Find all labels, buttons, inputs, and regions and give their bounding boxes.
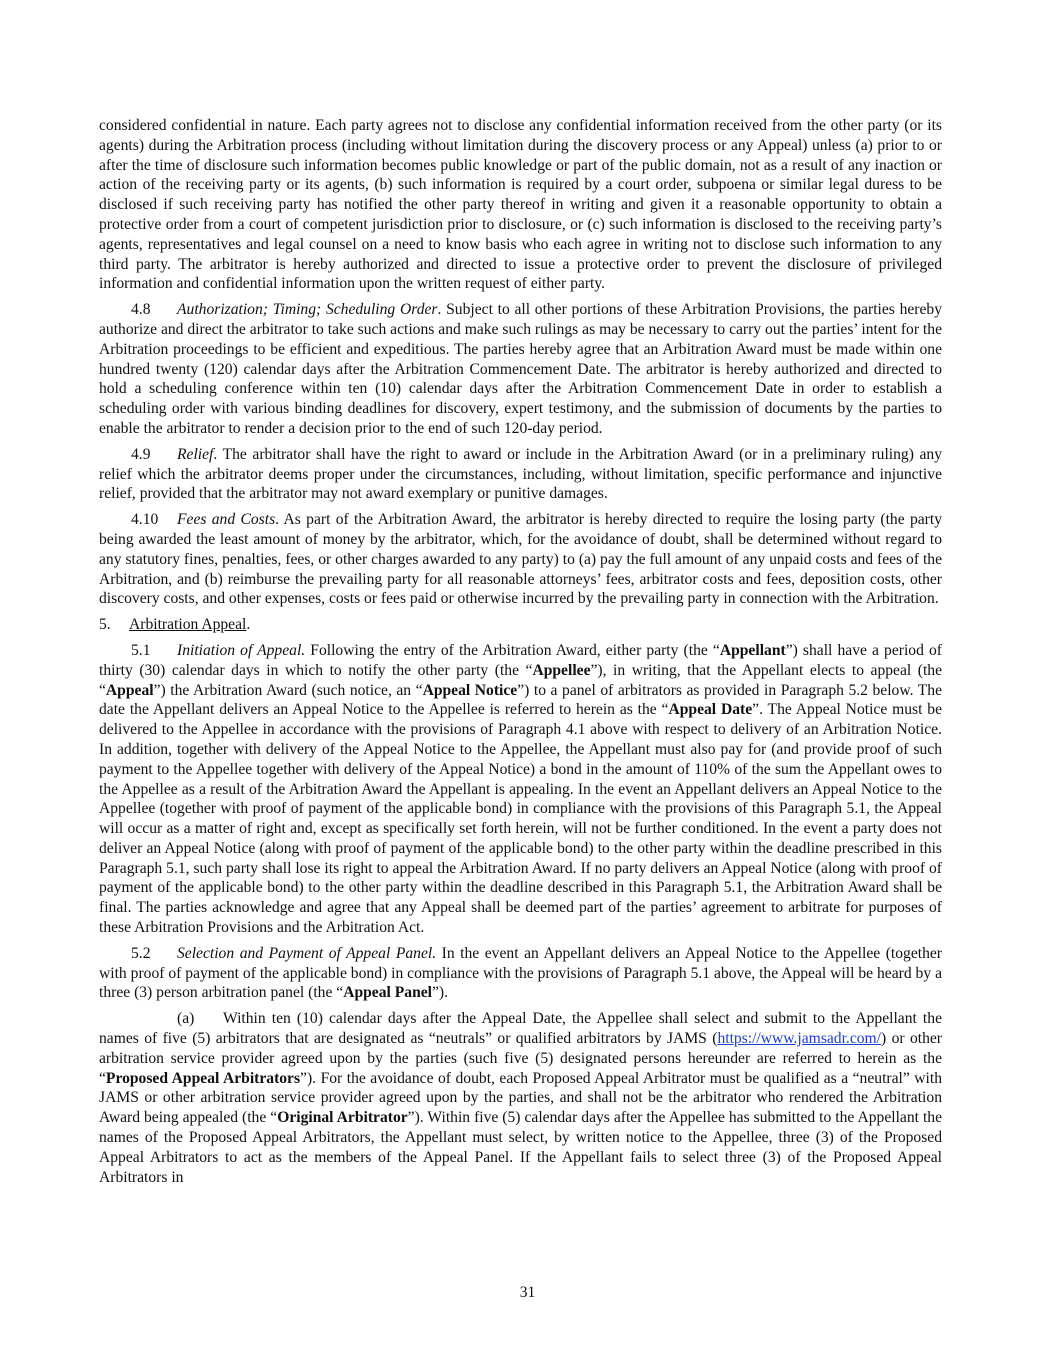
text-run: ”) the Arbitration Award (such notice, an “ [153, 681, 423, 699]
section-heading: Relief [177, 445, 214, 463]
text-run: ”) shall have a period of thirty (30) calendar days in which to notify the other party (the “ [99, 641, 942, 679]
text-run: Within ten (10) calendar days after the Appeal Date, the Appellee shall select and submit to the Appellant the names of five (5) arbitrators that are designated as “neutrals” or qualified arbitrators by JAMS ( [99, 1010, 942, 1048]
text-run: ”). [432, 984, 449, 1002]
document-body [99, 116, 942, 1193]
text-run: ) or other arbitration service provider agreed upon by the parties (such five (5) designated persons hereunder are referred to herein as the “ [99, 1030, 942, 1087]
section-number: 5. [99, 616, 111, 634]
section-5-heading [99, 615, 942, 635]
text-run: ”). For the avoidance of doubt, each Proposed Appeal Arbitrator must be qualified as a “neutral” with JAMS or other arbitration service provider agreed upon by the parties, and shall not be the arbitrator who rendered the Arbitration Award being appealed (the “ [99, 1069, 942, 1127]
text-run: Following the entry of the Arbitration Award, either party (the “ [305, 641, 720, 659]
section-number: 4.8 [131, 301, 151, 319]
section-number: 4.9 [131, 445, 151, 463]
defined-term-appeal-panel: Appeal Panel [343, 984, 433, 1002]
defined-term-appellant: Appellant [719, 641, 786, 659]
section-heading: Fees and Costs [177, 511, 276, 529]
text-run: ”. The Appeal Notice must be delivered to the Appellee in accordance with the provisions of Paragraph 4.1 above with respect to delivery of an Arbitration Notice. In addition, together with delivery of the Appeal Notice to the Appellee, the Appellant must also pay for (and provide proof of such payment to the Appellee together with delivery of the Appeal Notice) a bond in the amount of 110% of the sum the Appellant owes to the Appellee as a result of the Arbitration Award the Appellant is appealing. In the event an Appellant delivers an Appeal Notice to the Appellee (together with proof of payment of the applicable bond) in compliance with the provisions of this Paragraph 5.1, the Appeal will occur as a matter of right and, except as specifically set forth herein, will not be further conditioned. In the event a party does not deliver an Appeal Notice (along with proof of payment of the applicable bond) to the other party within the deadline prescribed in this Paragraph 5.1, such party shall lose its right to appeal the Arbitration Award. If no party delivers an Appeal Notice (along with proof of payment of the applicable bond) to the other party within the deadline described in this Paragraph 5.1, the Arbitration Award shall be final. The parties acknowledge and agree that any Appeal shall be deemed part of the parties’ agreement to arbitrate for purposes of these Arbitration Provisions and the Arbitration Act. [99, 701, 942, 937]
section-5-1 [99, 641, 942, 938]
defined-term-appeal-notice: Appeal Notice [422, 681, 518, 699]
subsection-number: (a) [177, 1010, 195, 1028]
defined-term-appeal: Appeal [105, 681, 154, 699]
text-run: ”) to a panel of arbitrators as provided in Paragraph 5.2 below. The date the Appellant delivers an Appeal Notice to the Appellee is referred to herein as the “ [99, 681, 942, 719]
defined-term-appeal-date: Appeal Date [668, 701, 753, 719]
section-title-end: . [246, 616, 251, 634]
section-text: . As part of the Arbitration Award, the arbitrator is hereby directed to require the losing party (the party being awarded the least amount of money by the arbitrator, which, for the avoidance of doubt, shall be determined without regard to any statutory fines, penalties, fees, or other charges awarded to any party) to (a) pay the full amount of any unpaid costs and fees of the Arbitration, and (b) reimburse the prevailing party for all reasonable attorneys’ fees, arbitrator costs and fees, deposition costs, other discovery costs, and other expenses, costs or fees paid or otherwise incurred by the prevailing party in connection with the Arbitration. [99, 511, 942, 608]
page-number: 31 [519, 1284, 536, 1301]
section-text: . The arbitrator shall have the right to award or include in the Arbitration Award (or in a preliminary ruling) any relief which the arbitrator deems proper under the circumstances, including, without limitation, specific performance and injunctive relief, provided that the arbitrator may not award exemplary or punitive damages. [99, 445, 942, 503]
section-4-10 [99, 510, 942, 609]
section-text: . Subject to all other portions of these Arbitration Provisions, the parties hereby authorize and direct the arbitrator to take such actions and make such rulings as may be necessary to carry out the parties’ intent for the Arbitration proceedings to be efficient and expeditious. The parties hereby agree that an Arbitration Award must be made within one hundred twenty (120) calendar days after the Arbitration Commencement Date. The arbitrator is hereby authorized and directed to hold a scheduling conference within ten (10) calendar days after the Arbitration Commencement Date in order to establish a scheduling order with various binding deadlines for discovery, expert testimony, and the submission of documents by the parties to enable the arbitrator to render a decision prior to the end of such 120-day period. [99, 301, 943, 437]
section-number: 5.1 [131, 641, 151, 659]
section-heading: Initiation of Appeal. [177, 641, 306, 659]
defined-term-appellee: Appellee [532, 661, 591, 679]
section-4-8 [99, 300, 942, 439]
section-heading: Authorization; Timing; Scheduling Order [177, 301, 438, 319]
section-5-2-a [99, 1009, 942, 1187]
jams-link[interactable]: https://www.jamsadr.com/ [717, 1030, 882, 1048]
section-title: Arbitration Appeal [129, 616, 247, 634]
defined-term-original-arbitrator: Original Arbitrator [277, 1109, 408, 1127]
section-number: 4.10 [131, 511, 159, 529]
text-run: ”). Within five (5) calendar days after the Appellee has submitted to the Appellant the names of the Proposed Appeal Arbitrators, the Appellant must select, by written notice to the Appellee, three (3) of the Proposed Appeal Arbitrators to act as the members of the Appeal Panel. If the Appellant fails to select three (3) of the Proposed Appeal Arbitrators in [99, 1109, 943, 1186]
defined-term-proposed-appeal-arbitrators: Proposed Appeal Arbitrators [105, 1069, 301, 1087]
paragraph-confidentiality-continued: considered confidential in nature. Each party agrees not to disclose any confidential information received from the other party (or its agents) during the Arbitration process (including without limitation during the discovery process or any Appeal) unless (a) prior to or after the time of disclosure such information becomes public knowledge or part of the public domain, not as a result of any inaction or action of the receiving party or its agents, (b) such information is required by a court order, subpoena or similar legal duress to be disclosed if such receiving party has notified the other party thereof in writing and given it a reasonable opportunity to obtain a protective order from a court of competent jurisdiction prior to disclosure, or (c) such information is disclosed to the receiving party’s agents, representatives and legal counsel on a need to know basis who each agree in writing not to disclose such information to any third party. The arbitrator is hereby authorized and directed to issue a protective order to prevent the disclosure of privileged information and confidential information upon the written request of either party. [99, 117, 942, 293]
section-number: 5.2 [131, 944, 151, 962]
section-5-2 [99, 944, 942, 1003]
text-run: ”), in writing, that the Appellant elects to appeal (the “ [99, 661, 943, 699]
section-4-9 [99, 445, 942, 504]
section-heading: Selection and Payment of Appeal Panel. [177, 944, 437, 962]
text-run: In the event an Appellant delivers an Appeal Notice to the Appellee (together with proof of payment of the applicable bond) in compliance with the provisions of Paragraph 5.1 above, the Appeal will be heard by a three (3) person arbitration panel (the “ [99, 944, 942, 1002]
